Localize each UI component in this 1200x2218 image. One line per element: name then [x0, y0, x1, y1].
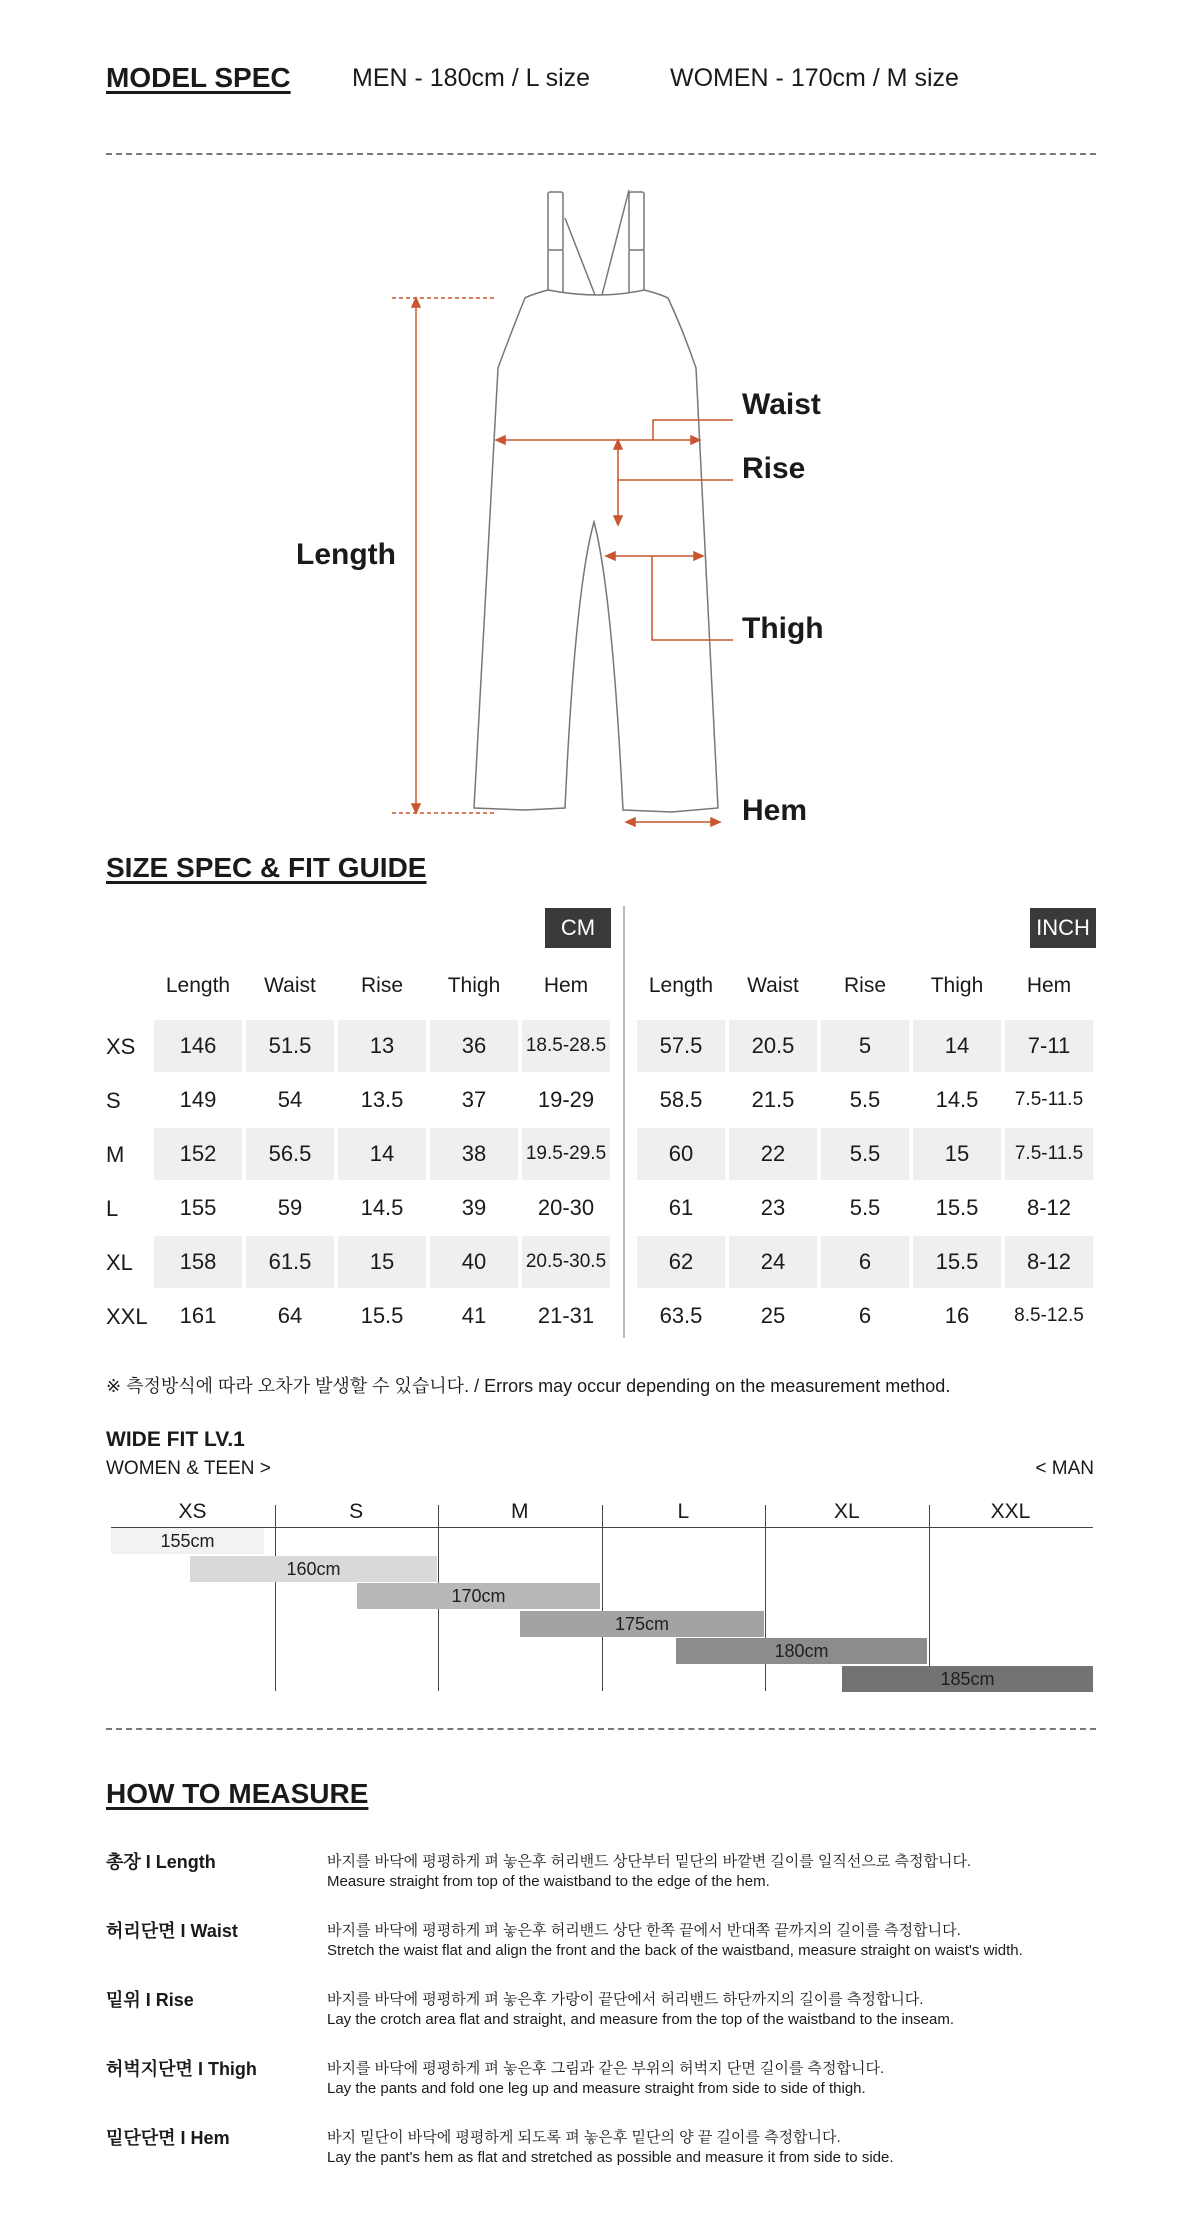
- wide-fit-bar: 160cm: [190, 1556, 437, 1582]
- cm-cell: 40: [430, 1236, 518, 1288]
- wide-fit-divider: [929, 1505, 930, 1691]
- inch-cell: 58.5: [659, 1087, 703, 1112]
- wide-fit-size-header: M: [510, 1500, 529, 1523]
- inch-cell: 15.5: [935, 1195, 979, 1220]
- divider-top: [106, 153, 1096, 155]
- cm-cell: 21-31: [537, 1303, 595, 1328]
- inch-cell: 7-11: [1005, 1020, 1093, 1072]
- wide-fit-divider: [275, 1505, 276, 1691]
- size-row-label: L: [106, 1196, 119, 1221]
- inch-cell: 8.5-12.5: [1014, 1305, 1084, 1326]
- cm-cell: 161: [179, 1303, 217, 1328]
- inch-cell: 7.5-11.5: [1014, 1089, 1084, 1110]
- inch-cell: 61: [668, 1195, 694, 1220]
- cm-col-header: Hem: [543, 974, 589, 997]
- left-strap-cross: [565, 218, 595, 295]
- inch-col-header: Rise: [843, 974, 886, 997]
- inch-cell: 5.5: [849, 1195, 881, 1220]
- cm-cell: 13.5: [360, 1087, 404, 1112]
- cm-cell: 36: [430, 1020, 518, 1072]
- size-spec-title: SIZE SPEC & FIT GUIDE: [106, 852, 427, 883]
- inch-cell: 14: [913, 1020, 1001, 1072]
- rise-label: Rise: [742, 452, 806, 485]
- measure-item-ko: 바지를 바닥에 평평하게 펴 놓은후 허리밴드 상단부터 밑단의 바깥변 길이를 일직선으로 측정합니다.: [327, 1853, 972, 1870]
- model-spec-title: MODEL SPEC: [106, 62, 291, 93]
- thigh-leader: [652, 556, 733, 640]
- cm-col-header: Thigh: [447, 974, 501, 997]
- inch-cell: 6: [821, 1236, 909, 1288]
- measure-item-label: 밑위 I Rise: [106, 1990, 194, 2010]
- cm-cell: 15: [338, 1236, 426, 1288]
- measure-item-en: Lay the pants and fold one leg up and measure straight from side to side of thigh.: [327, 2080, 866, 2097]
- left-strap-buckle: [548, 192, 563, 250]
- inch-cell: 21.5: [751, 1087, 795, 1112]
- inch-col-header: Waist: [747, 974, 799, 997]
- cm-cell: 146: [154, 1020, 242, 1072]
- inch-badge: INCH: [1030, 908, 1096, 948]
- measure-item-en: Stretch the waist flat and align the front and the back of the waistband, measure straight on waist's width.: [327, 1942, 1023, 1959]
- cm-cell: 158: [154, 1236, 242, 1288]
- wide-fit-bar: 180cm: [676, 1638, 927, 1664]
- cm-cell: 20-30: [537, 1195, 595, 1220]
- cm-cell: 15.5: [360, 1303, 404, 1328]
- table-divider: [623, 906, 625, 1338]
- inch-cell: 62: [637, 1236, 725, 1288]
- measure-item-en: Lay the pant's hem as flat and stretched as possible and measure it from side to side.: [327, 2149, 894, 2166]
- measure-guides: [392, 298, 733, 826]
- overall-outline-svg: [0, 170, 1200, 830]
- inch-cell: 23: [760, 1195, 786, 1220]
- cm-cell: 13: [338, 1020, 426, 1072]
- wide-fit-size-header: S: [349, 1500, 364, 1523]
- measure-item-ko: 바지 밑단이 바닥에 평평하게 되도록 펴 놓은후 밑단의 양 끝 길이를 측정합니다.: [327, 2129, 841, 2146]
- overall-outline: [474, 190, 718, 812]
- wide-fit-size-header: L: [677, 1500, 690, 1523]
- inch-cell: 16: [944, 1303, 970, 1328]
- size-row-label: M: [106, 1142, 125, 1167]
- inch-cell: 22: [729, 1128, 817, 1180]
- wide-fit-bar: 175cm: [520, 1611, 764, 1637]
- wide-fit-bar: 170cm: [357, 1583, 600, 1609]
- measurement-note: ※ 측정방식에 따라 오차가 발생할 수 있습니다. / Errors may occur depending on the measurement method.: [106, 1376, 951, 1396]
- cm-badge: CM: [545, 908, 611, 948]
- size-row-label: XL: [106, 1250, 133, 1275]
- wide-fit-bar: 185cm: [842, 1666, 1093, 1692]
- overall-diagram: [0, 170, 1200, 830]
- inch-cell: 20.5: [729, 1020, 817, 1072]
- cm-cell: 64: [277, 1303, 303, 1328]
- thigh-label: Thigh: [742, 612, 824, 645]
- wide-fit-size-header: XS: [178, 1500, 207, 1523]
- model-spec-women: WOMEN - 170cm / M size: [670, 64, 959, 92]
- inch-cell: 5.5: [821, 1128, 909, 1180]
- cm-col-header: Waist: [264, 974, 316, 997]
- inch-cell: 57.5: [637, 1020, 725, 1072]
- cm-cell: 155: [179, 1195, 217, 1220]
- hem-label: Hem: [742, 794, 808, 827]
- measure-item-ko: 바지를 바닥에 평평하게 펴 놓은후 가랑이 끝단에서 허리밴드 하단까지의 길이를 측정합니다.: [327, 1991, 924, 2008]
- cm-cell: 19-29: [537, 1087, 595, 1112]
- measure-item-en: Measure straight from top of the waistband to the edge of the hem.: [327, 1873, 770, 1890]
- inch-col-header: Thigh: [930, 974, 984, 997]
- wide-fit-right-label: < MAN: [1035, 1458, 1094, 1479]
- divider-bottom: [106, 1728, 1096, 1730]
- how-to-measure-title: HOW TO MEASURE: [106, 1778, 369, 1809]
- wide-fit-divider: [602, 1505, 603, 1691]
- right-strap-buckle: [629, 192, 644, 250]
- inch-cell: 24: [729, 1236, 817, 1288]
- measure-item-en: Lay the crotch area flat and straight, and measure from the top of the waistband to the inseam.: [327, 2011, 955, 2028]
- inch-cell: 25: [760, 1303, 786, 1328]
- right-strap-cross: [602, 190, 629, 295]
- cm-col-header: Length: [165, 974, 231, 997]
- wide-fit-bar: 155cm: [111, 1528, 264, 1554]
- inch-cell: 8-12: [1005, 1236, 1093, 1288]
- cm-cell: 14.5: [360, 1195, 404, 1220]
- cm-cell: 14: [338, 1128, 426, 1180]
- measure-item-label: 총장 I Length: [106, 1852, 216, 1872]
- inch-cell: 15: [913, 1128, 1001, 1180]
- length-label: Length: [296, 538, 396, 571]
- cm-cell: 54: [277, 1087, 303, 1112]
- measure-item-ko: 바지를 바닥에 평평하게 펴 놓은후 그림과 같은 부위의 허벅지 단면 길이를 측정합니다.: [327, 2060, 885, 2077]
- inch-cell: 60: [637, 1128, 725, 1180]
- cm-cell: 18.5-28.5: [522, 1020, 610, 1072]
- inch-cell: 8-12: [1026, 1195, 1072, 1220]
- inch-cell: 7.5-11.5: [1005, 1128, 1093, 1180]
- inch-col-header: Length: [648, 974, 714, 997]
- cm-cell: 51.5: [246, 1020, 334, 1072]
- inch-cell: 14.5: [935, 1087, 979, 1112]
- cm-cell: 61.5: [246, 1236, 334, 1288]
- cm-cell: 19.5-29.5: [522, 1128, 610, 1180]
- wide-fit-left-label: WOMEN & TEEN >: [106, 1458, 271, 1479]
- overall-body: [474, 290, 718, 812]
- cm-cell: 149: [179, 1087, 217, 1112]
- inch-col-header: Hem: [1026, 974, 1072, 997]
- size-row-label: XS: [106, 1034, 136, 1059]
- cm-cell: 41: [461, 1303, 487, 1328]
- cm-cell: 39: [461, 1195, 487, 1220]
- model-spec-men: MEN - 180cm / L size: [352, 64, 591, 92]
- size-row-label: S: [106, 1088, 121, 1113]
- wide-fit-size-header: XXL: [990, 1500, 1031, 1523]
- waist-label: Waist: [742, 388, 821, 421]
- inch-cell: 15.5: [913, 1236, 1001, 1288]
- cm-cell: 59: [277, 1195, 303, 1220]
- cm-cell: 152: [154, 1128, 242, 1180]
- cm-cell: 37: [461, 1087, 487, 1112]
- size-row-label: XXL: [106, 1304, 148, 1329]
- inch-cell: 63.5: [659, 1303, 703, 1328]
- inch-cell: 5.5: [849, 1087, 881, 1112]
- inch-cell: 6: [858, 1303, 872, 1328]
- cm-col-header: Rise: [360, 974, 403, 997]
- measure-item-ko: 바지를 바닥에 평평하게 펴 놓은후 허리밴드 상단 한쪽 끝에서 반대쪽 끝까지의 길이를 측정합니다.: [327, 1922, 961, 1939]
- wide-fit-size-header: XL: [834, 1500, 860, 1523]
- inch-cell: 5: [821, 1020, 909, 1072]
- measure-item-label: 허리단면 I Waist: [106, 1921, 238, 1941]
- wide-fit-title: WIDE FIT LV.1: [106, 1428, 245, 1451]
- measure-item-label: 허벅지단면 I Thigh: [106, 2059, 257, 2079]
- cm-cell: 20.5-30.5: [522, 1236, 610, 1288]
- cm-cell: 38: [430, 1128, 518, 1180]
- cm-cell: 56.5: [246, 1128, 334, 1180]
- measure-item-label: 밑단단면 I Hem: [106, 2128, 230, 2148]
